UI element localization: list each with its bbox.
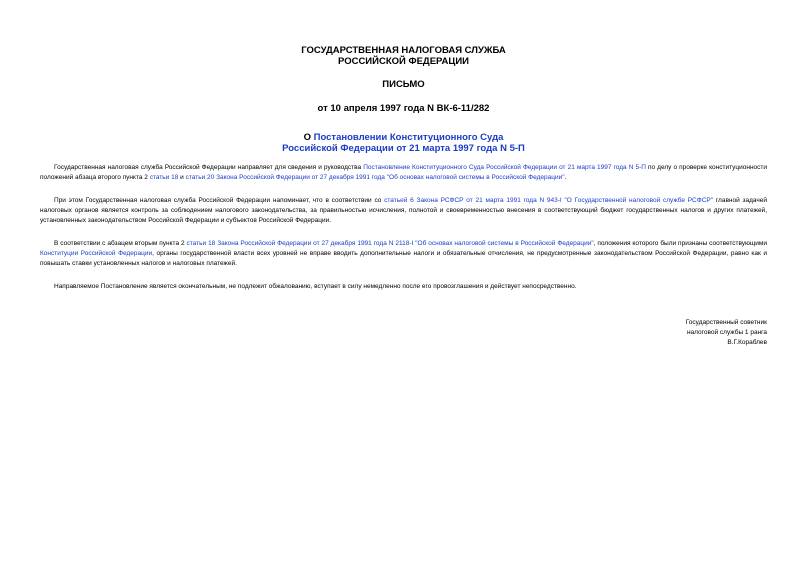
link-article-18-tax-law[interactable]: статьи 18 Закона Российской Федерации от 27 декабря 1991 года N 2118-I "Об основах налоговой системы в Российской Федерации" [186, 240, 594, 247]
paragraph-text: Государственная налоговая служба Российской Федерации направляет для сведения и руководства [54, 164, 364, 171]
document-date-number: от 10 апреля 1997 года N ВК-6-11/282 [317, 103, 490, 114]
subject-link-ruling[interactable]: Постановлении Конституционного Суда [313, 132, 504, 143]
link-article-20-tax-law[interactable]: статьи 20 Закона Российской Федерации от 27 декабря 1991 года "Об основах налоговой системы в Российской Федерации" [185, 174, 565, 181]
paragraph-4 [40, 282, 767, 292]
paragraph-text: по делу о проверке конституционности положений абзаца второго пункта 2 [40, 164, 768, 181]
paragraph-text: В соответствии с абзацем вторым пункта 2 [54, 240, 187, 247]
link-article-18[interactable]: статьи 18 [149, 174, 179, 181]
paragraph-text: Направляемое Постановление является окончательным, не подлежит обжалованию, вступает в силу немедленно после его провозглашения и действует непосредственно. [54, 283, 577, 290]
signature-block [686, 318, 767, 348]
signer-title-1: Государственный советник [685, 319, 767, 326]
signer-name: В.Г.Кораблев [727, 339, 767, 346]
paragraph-text: , органы государственной власти всех уровней не вправе вводить дополнительные налоги и обязательные отчисления, не предусмотренные законодательством Российской Федерации, равно как и повышать ставки установленных налогов и налоговых платежей. [40, 250, 767, 267]
document-header [0, 45, 807, 114]
paragraph-text: При этом Государственная налоговая служба Российской Федерации напоминает, что в соответствии со [54, 197, 385, 204]
signer-title-2: налоговой службы 1 ранга [686, 329, 767, 336]
document-body [40, 163, 767, 305]
paragraph-text: главной задачей налоговых органов является контроль за соблюдением налогового законодательства, за правильностью исчисления, полнотой и своевременностью внесения в соответствующий бюджет государственных налогов и других платежей, установленных законодательством Российской Федерации и субъектов Российской Федерации. [40, 197, 768, 224]
link-ruling-5p[interactable]: Постановление Конституционного Суда Российской Федерации от 21 марта 1997 года N 5-П [363, 164, 646, 171]
issuer-line-2: РОССИЙСКОЙ ФЕДЕРАЦИИ [337, 56, 469, 67]
document-type: ПИСЬМО [382, 79, 425, 90]
paragraph-text: , положения которого были признаны соответствующими [593, 240, 767, 247]
paragraph-1 [40, 163, 767, 183]
issuer-line-1: ГОСУДАРСТВЕННАЯ НАЛОГОВАЯ СЛУЖБА [301, 45, 506, 56]
paragraph-2 [40, 196, 767, 226]
link-constitution[interactable]: Конституции Российской Федерации [40, 250, 153, 257]
link-article-6-rsfsr-law[interactable]: статьей 6 Закона РСФСР от 21 марта 1991 года N 943-I "О Государственной налоговой службе РСФСР" [384, 197, 714, 204]
paragraph-3 [40, 239, 767, 269]
paragraph-text: . [564, 174, 567, 181]
subject-link-ruling-date[interactable]: Российской Федерации от 21 марта 1997 года N 5-П [282, 143, 525, 154]
subject-prefix: О [303, 132, 314, 143]
document-subject [0, 132, 807, 154]
paragraph-text: и [178, 174, 186, 181]
